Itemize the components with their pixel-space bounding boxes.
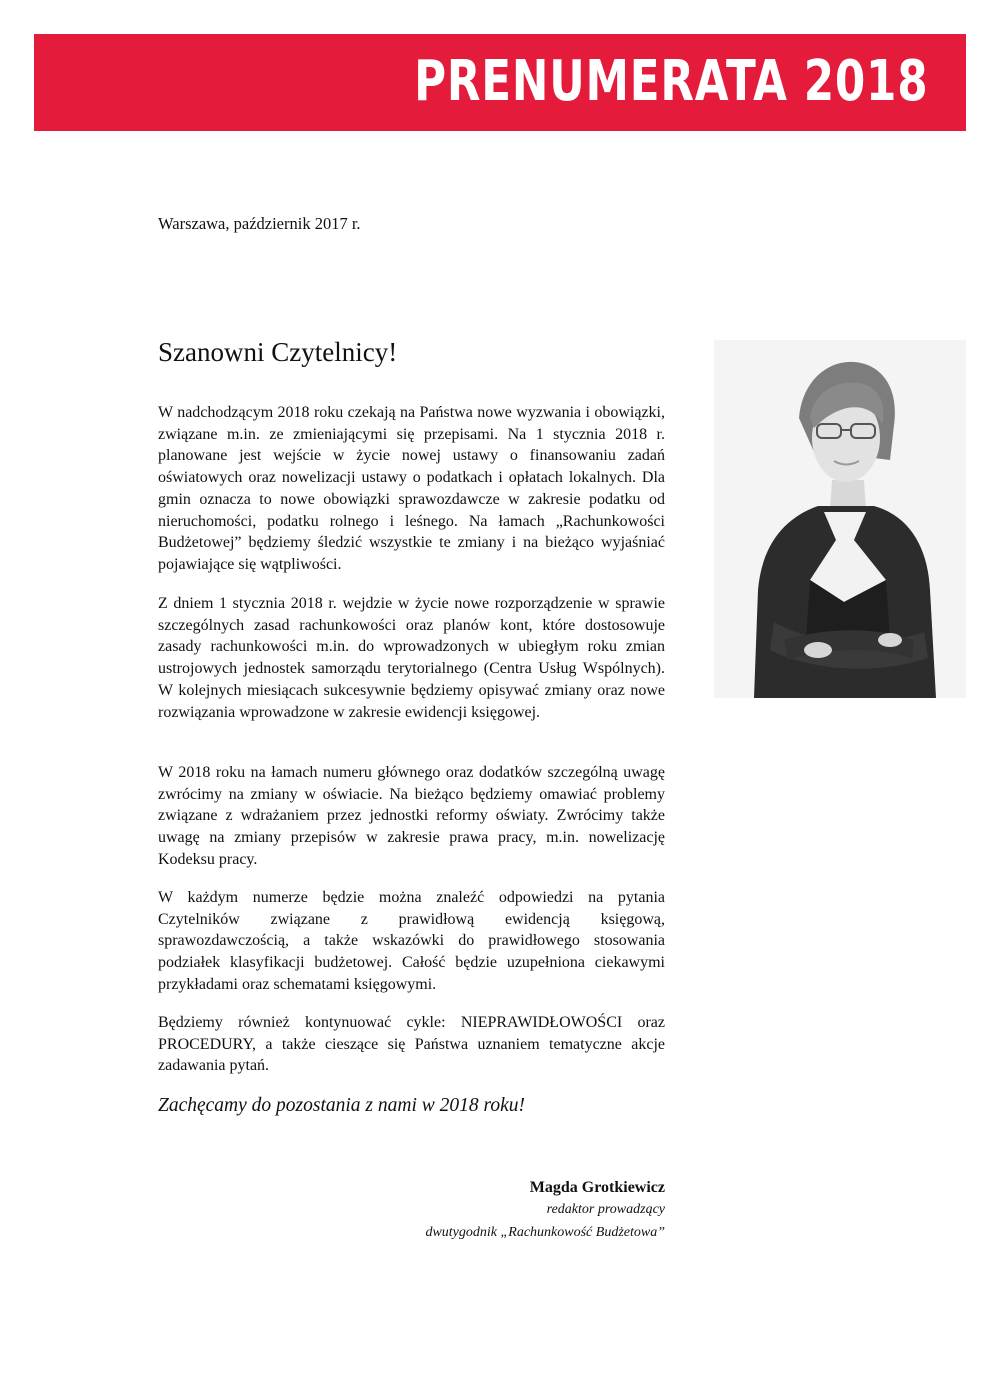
- signature-name: Magda Grotkiewicz: [529, 1179, 665, 1196]
- paragraph-4: W każdym numerze będzie można znaleźć odpowiedzi na pytania Czytelników związane z prawidłową ewidencją księgową, sprawozdawczością, a także wskazówki do prawidłowego stosowania podziałek klasyfikacji budżetowej. Całość będzie uzupełniona ciekawymi przykładami oraz schematami księgowymi.: [158, 889, 665, 993]
- paragraph-1: W nadchodzącym 2018 roku czekają na Państwa nowe wyzwania i obowiązki, związane m.in. ze zmieniającymi się przepisami. Na 1 stycznia 2018 r. planowane jest wejście w życie nowej ustawy o finansowaniu zadań oświatowych oraz nowelizacji ustawy o podatkach i opłatach lokalnych. Dla gmin oznacza to nowe obowiązki sprawozdawcze w zakresie podatku od nieruchomości, podatku rolnego i leśnego. Na łamach „Rachunkowości Budżetowej” będziemy śledzić wszystkie te zmiany i na bieżąco wyjaśniać pojawiające się wątpliwości.: [158, 404, 665, 573]
- header-banner: [34, 34, 966, 131]
- paragraph-2: Z dniem 1 stycznia 2018 r. wejdzie w życie nowe rozporządzenie w sprawie szczególnych zasad rachunkowości oraz planów kont, które dostosowuje zasady rachunkowości m.in. do wprowadzonych w ubiegłym roku zmian ustrojowych jednostek samorządu terytorialnego (Centra Usług Wspólnych). W kolejnych miesiącach sukcesywnie będziemy opisywać zmiany oraz nowe rozwiązania wprowadzone w zakresie ewidencji księgowej.: [158, 595, 665, 721]
- signature-role: redaktor prowadzący: [546, 1202, 665, 1217]
- editor-photo: [714, 340, 966, 698]
- paragraph-5: Będziemy również kontynuować cykle: NIEPRAWIDŁOWOŚCI oraz PROCEDURY, a także cieszące się Państwa uznaniem tematyczne akcje zadawania pytań.: [158, 1014, 665, 1075]
- closing-line: Zachęcamy do pozostania z nami w 2018 roku!: [158, 1095, 526, 1116]
- salutation: Szanowni Czytelnicy!: [158, 337, 398, 367]
- paragraph-3: W 2018 roku na łamach numeru głównego oraz dodatków szczególną uwagę zwrócimy na zmiany w oświacie. Na bieżąco będziemy omawiać problemy związane z wdrażaniem przez jednostki reformy oświaty. Zwrócimy także uwagę na zmiany przepisów w zakresie prawa pracy, m.in. nowelizację Kodeksu pracy.: [158, 764, 665, 868]
- letter-date: Warszawa, październik 2017 r.: [158, 214, 361, 233]
- signature-publication: dwutygodnik „Rachunkowość Budżetowa”: [425, 1225, 665, 1240]
- banner-title: PRENUMERATA 2018: [413, 49, 928, 114]
